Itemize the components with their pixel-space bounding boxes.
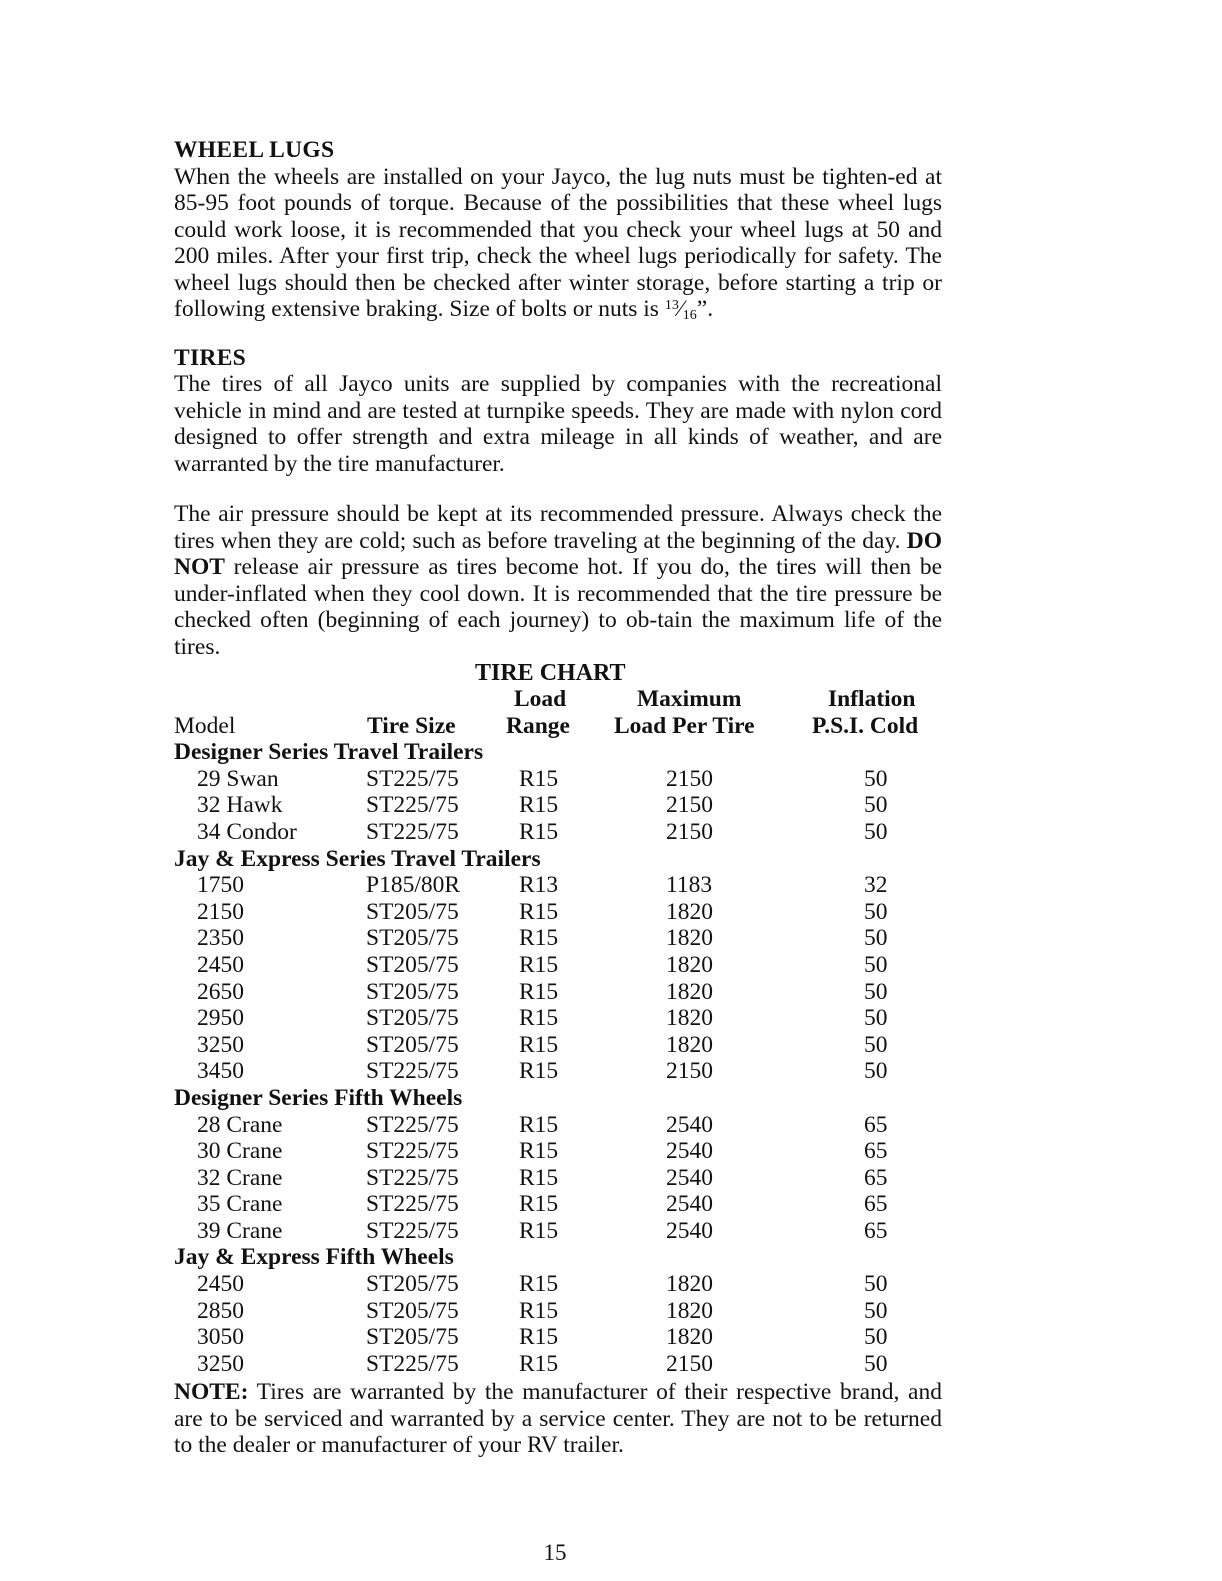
cell-psi-cold: 50	[864, 1324, 888, 1351]
cell-psi-cold: 50	[864, 951, 888, 978]
page-content	[174, 137, 942, 1459]
cell-load-range: R15	[519, 818, 559, 845]
cell-psi-cold: 65	[864, 1217, 888, 1244]
table-group-heading: Designer Series Travel Trailers	[174, 739, 484, 766]
header-load-per-tire: Load Per Tire	[614, 712, 755, 739]
table-row	[174, 1191, 942, 1218]
cell-load-range: R15	[519, 1191, 559, 1218]
wheel-lugs-text-end: ”.	[696, 296, 714, 322]
tires-paragraph-2-start: The air pressure should be kept at its recommended pressure. Always check the tires when they are cold; such as before traveling at the beginning of the day.	[174, 501, 942, 554]
table-row	[174, 792, 942, 819]
tire-chart-title: TIRE CHART	[475, 660, 626, 686]
cell-tire-size: ST225/75	[366, 1350, 459, 1377]
cell-psi-cold: 65	[864, 1138, 888, 1165]
wheel-lugs-heading: WHEEL LUGS	[174, 137, 335, 163]
table-row	[174, 952, 942, 979]
header-inflation: Inflation	[828, 686, 916, 712]
cell-max-load: 2540	[666, 1111, 713, 1138]
cell-model: 2450	[197, 1271, 244, 1298]
cell-model: 32 Crane	[197, 1164, 283, 1191]
fraction-numerator: 13	[664, 298, 679, 313]
cell-psi-cold: 65	[864, 1191, 888, 1218]
cell-load-range: R15	[519, 1005, 559, 1032]
cell-load-range: R15	[519, 1138, 559, 1165]
cell-max-load: 2150	[666, 818, 713, 845]
wheel-lugs-text: When the wheels are installed on your Jayco, the lug nuts must be tighten-ed at 85-95 foot pounds of torque. Because of the possibilities that these wheel lugs could work loose, it is recommended that you check your wheel lugs at 50 and 200 miles. After your first trip, check the wheel lugs periodically for safety. The wheel lugs should then be checked after winter storage, before starting a trip or following extensive braking. Size of bolts or nuts is	[174, 163, 942, 322]
wheel-lugs-paragraph: When the wheels are installed on your Jayco, the lug nuts must be tighten-ed at 85-95 foot pounds of torque. Because of the possibilities that these wheel lugs could work loose, it is recommended that you check your wheel lugs at 50 and 200 miles. After your first trip, check the wheel lugs periodically for safety. The wheel lugs should then be checked after winter storage, before starting a trip or following extensive braking. Size of bolts or nuts is $^{13}⁄_{16}$”.	[174, 163, 942, 323]
cell-max-load: 1820	[666, 951, 713, 978]
wheel-lugs-section	[174, 137, 942, 323]
header-tire-size: Tire Size	[367, 712, 456, 739]
table-row	[174, 1032, 942, 1059]
header-load: Load	[514, 686, 567, 712]
note-label: NOTE:	[174, 1379, 249, 1406]
cell-load-range: R15	[519, 1217, 559, 1244]
table-row	[174, 766, 942, 793]
table-row	[174, 872, 942, 899]
table-row	[174, 1218, 942, 1245]
table-row	[174, 925, 942, 952]
cell-load-range: R15	[519, 1164, 559, 1191]
cell-psi-cold: 50	[864, 1031, 888, 1058]
cell-model: 2350	[197, 925, 244, 952]
cell-max-load: 1820	[666, 925, 713, 952]
fraction-denominator: 16	[682, 308, 697, 323]
tires-paragraph-2	[174, 501, 942, 660]
cell-model: 3450	[197, 1058, 244, 1085]
table-row	[174, 1005, 942, 1032]
tires-heading: TIRES	[174, 344, 247, 371]
cell-psi-cold: 50	[864, 818, 888, 845]
cell-psi-cold: 50	[864, 1350, 888, 1377]
cell-psi-cold: 50	[864, 898, 888, 925]
cell-max-load: 1820	[666, 1324, 713, 1351]
cell-model: 2950	[197, 1005, 244, 1032]
cell-tire-size: ST225/75	[366, 1164, 459, 1191]
cell-max-load: 2150	[666, 765, 713, 792]
cell-psi-cold: 50	[864, 1271, 888, 1298]
cell-load-range: R15	[519, 1111, 559, 1138]
cell-model: 39 Crane	[197, 1217, 283, 1244]
cell-tire-size: ST205/75	[366, 898, 459, 925]
header-model: Model	[174, 712, 236, 739]
cell-psi-cold: 50	[864, 925, 888, 952]
cell-tire-size: ST225/75	[366, 818, 459, 845]
cell-tire-size: ST225/75	[366, 1217, 459, 1244]
cell-max-load: 1820	[666, 1005, 713, 1032]
cell-tire-size: ST225/75	[366, 1058, 459, 1085]
tires-section	[174, 345, 942, 661]
cell-tire-size: ST205/75	[366, 978, 459, 1005]
cell-load-range: R15	[519, 1031, 559, 1058]
cell-load-range: R15	[519, 1297, 559, 1324]
tires-paragraph-1: The tires of all Jayco units are supplied by companies with the recreational vehicle in mind and are tested at turnpike speeds. They are made with nylon cord designed to offer strength and extra mileage in all kinds of weather, and are warranted by the tire manufacturer.	[174, 371, 942, 477]
cell-max-load: 2540	[666, 1164, 713, 1191]
cell-tire-size: ST205/75	[366, 1271, 459, 1298]
cell-model: 35 Crane	[197, 1191, 283, 1218]
tire-chart-table	[174, 686, 942, 1377]
cell-tire-size: ST225/75	[366, 1111, 459, 1138]
cell-model: 1750	[197, 872, 244, 899]
cell-tire-size: ST225/75	[366, 1138, 459, 1165]
cell-psi-cold: 50	[864, 1297, 888, 1324]
cell-max-load: 2150	[666, 1058, 713, 1085]
cell-psi-cold: 32	[864, 872, 888, 899]
cell-tire-size: ST205/75	[366, 1324, 459, 1351]
cell-psi-cold: 65	[864, 1111, 888, 1138]
table-row	[174, 1298, 942, 1325]
table-header-row-top	[174, 686, 942, 713]
cell-psi-cold: 50	[864, 792, 888, 819]
cell-model: 28 Crane	[197, 1111, 283, 1138]
cell-model: 34 Condor	[197, 818, 297, 845]
cell-model: 2650	[197, 978, 244, 1005]
cell-load-range: R15	[519, 925, 559, 952]
cell-max-load: 1820	[666, 1271, 713, 1298]
cell-psi-cold: 65	[864, 1164, 888, 1191]
cell-max-load: 2540	[666, 1138, 713, 1165]
cell-tire-size: ST225/75	[366, 765, 459, 792]
cell-model: 29 Swan	[197, 765, 279, 792]
cell-model: 2850	[197, 1297, 244, 1324]
tires-paragraph-2-end: release air pressure as tires become hot. If you do, the tires will then be under-inflated when they cool down. It is recommended that the tire pressure be checked often (beginning of each journey) to ob-tain the maximum life of the tires.	[174, 554, 942, 660]
cell-tire-size: ST225/75	[366, 792, 459, 819]
header-maximum: Maximum	[637, 686, 742, 712]
cell-load-range: R15	[519, 951, 559, 978]
cell-max-load: 2540	[666, 1217, 713, 1244]
cell-model: 3250	[197, 1031, 244, 1058]
cell-max-load: 1820	[666, 1297, 713, 1324]
table-row	[174, 819, 942, 846]
table-row	[174, 1351, 942, 1378]
table-row	[174, 979, 942, 1006]
cell-model: 3250	[197, 1350, 244, 1377]
cell-psi-cold: 50	[864, 1005, 888, 1032]
table-row	[174, 1138, 942, 1165]
cell-tire-size: ST205/75	[366, 1005, 459, 1032]
cell-max-load: 1820	[666, 1031, 713, 1058]
cell-psi-cold: 50	[864, 765, 888, 792]
warranty-note	[174, 1379, 942, 1459]
table-group-heading: Designer Series Fifth Wheels	[174, 1084, 463, 1111]
table-row	[174, 1271, 942, 1298]
do-not-emphasis: DO NOT	[174, 527, 942, 580]
page-number: 15	[543, 1540, 567, 1565]
cell-max-load: 1183	[666, 872, 713, 899]
cell-tire-size: P185/80R	[366, 872, 461, 899]
cell-load-range: R15	[519, 1324, 559, 1351]
cell-tire-size: ST205/75	[366, 1297, 459, 1324]
cell-load-range: R15	[519, 792, 559, 819]
cell-tire-size: ST205/75	[366, 925, 459, 952]
cell-max-load: 2540	[666, 1191, 713, 1218]
cell-model: 30 Crane	[197, 1138, 283, 1165]
cell-load-range: R15	[519, 1058, 559, 1085]
table-row	[174, 1165, 942, 1192]
cell-max-load: 1820	[666, 978, 713, 1005]
table-row	[174, 899, 942, 926]
cell-max-load: 1820	[666, 898, 713, 925]
cell-load-range: R15	[519, 1271, 559, 1298]
table-row	[174, 1112, 942, 1139]
cell-load-range: R13	[519, 872, 559, 899]
table-group-heading: Jay & Express Fifth Wheels	[174, 1244, 454, 1271]
cell-load-range: R15	[519, 1350, 559, 1377]
cell-psi-cold: 50	[864, 978, 888, 1005]
table-header-row-bottom	[174, 713, 942, 740]
cell-max-load: 2150	[666, 1350, 713, 1377]
table-group-heading: Jay & Express Series Travel Trailers	[174, 845, 541, 872]
cell-model: 3050	[197, 1324, 244, 1351]
cell-tire-size: ST205/75	[366, 951, 459, 978]
tire-chart	[174, 660, 942, 1377]
cell-tire-size: ST205/75	[366, 1031, 459, 1058]
cell-load-range: R15	[519, 898, 559, 925]
cell-model: 32 Hawk	[197, 792, 283, 819]
cell-psi-cold: 50	[864, 1058, 888, 1085]
cell-model: 2450	[197, 951, 244, 978]
note-text: Tires are warranted by the manufacturer of their respective brand, and are to be serviced and warranted by a service center. They are not to be returned to the dealer or manufacturer of your RV trailer.	[174, 1379, 942, 1459]
cell-max-load: 2150	[666, 792, 713, 819]
cell-load-range: R15	[519, 765, 559, 792]
header-psi-cold: P.S.I. Cold	[812, 712, 919, 739]
tire-chart-body	[174, 739, 942, 1377]
cell-tire-size: ST225/75	[366, 1191, 459, 1218]
header-range: Range	[506, 712, 570, 739]
cell-model: 2150	[197, 898, 244, 925]
cell-load-range: R15	[519, 978, 559, 1005]
table-row	[174, 1324, 942, 1351]
table-row	[174, 1058, 942, 1085]
